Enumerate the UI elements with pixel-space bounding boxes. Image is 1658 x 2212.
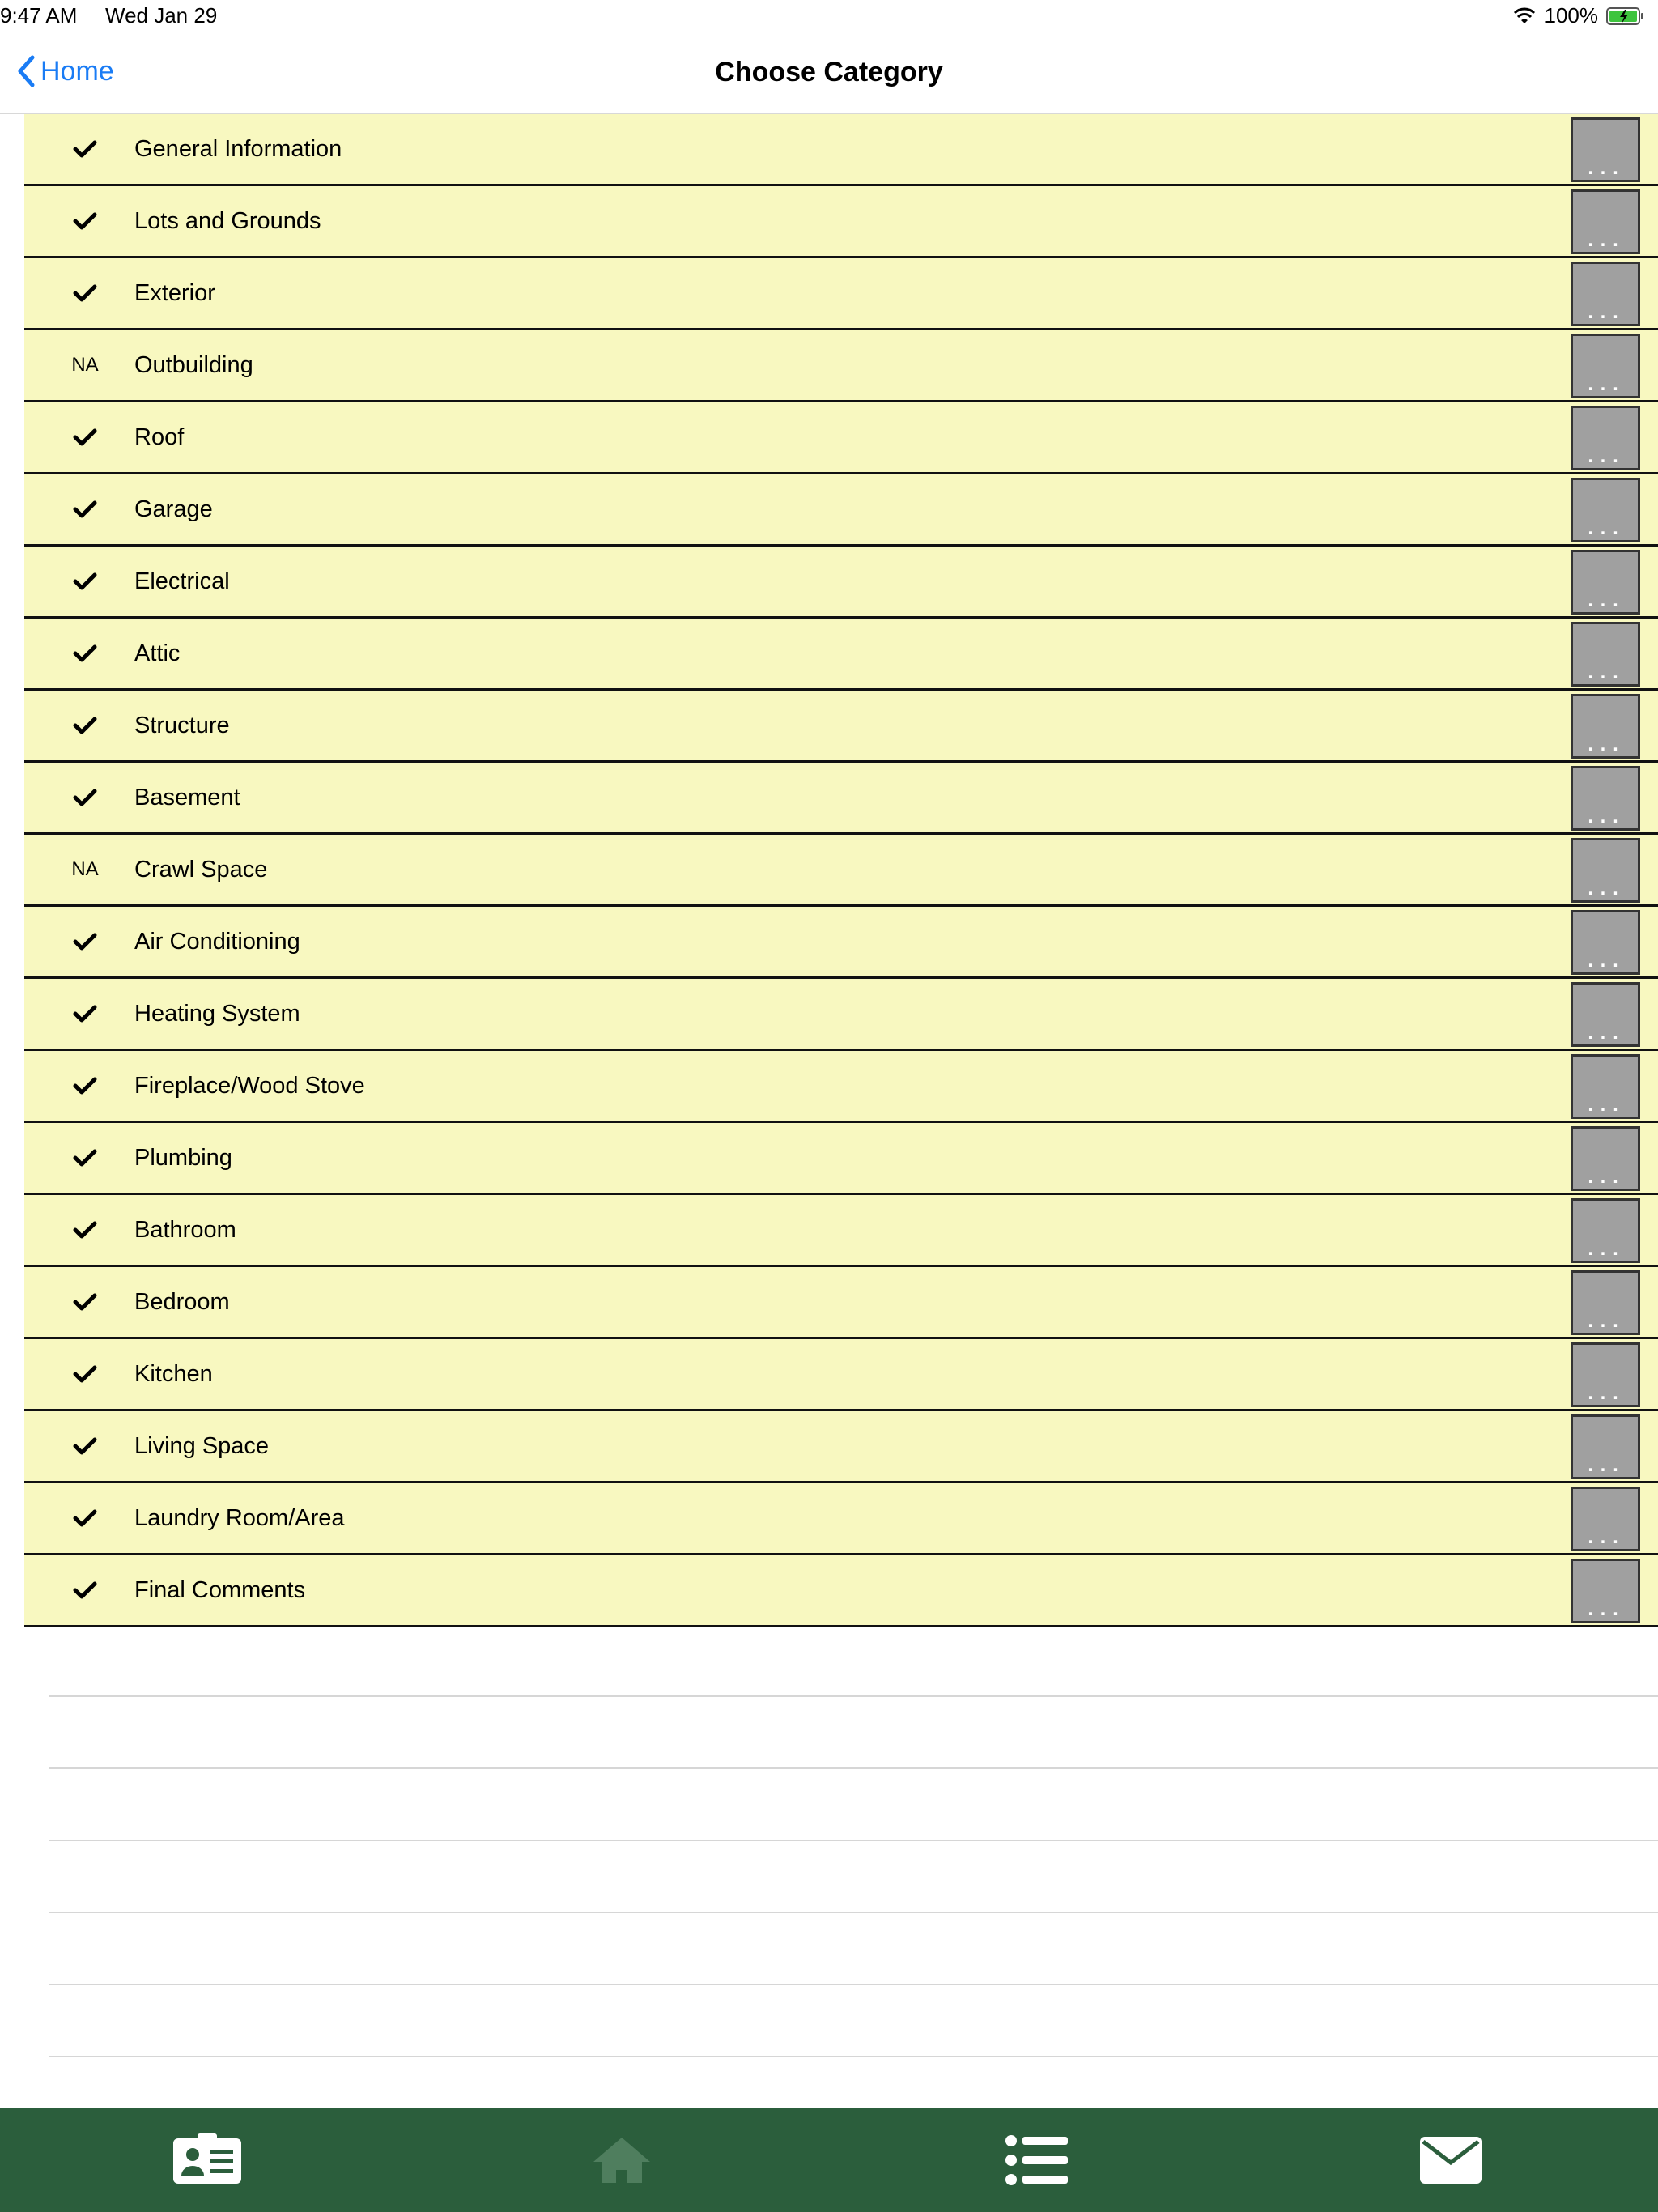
- category-label: Structure: [134, 712, 230, 738]
- checkmark-icon: [57, 763, 113, 832]
- list-icon: [1005, 2134, 1068, 2186]
- category-label: Bedroom: [134, 1288, 230, 1315]
- category-row[interactable]: [24, 1267, 1658, 1339]
- checkmark-icon: [57, 402, 113, 472]
- back-button-label: Home: [40, 55, 114, 87]
- status-right: [1512, 3, 1646, 28]
- more-options-dots: ...: [1586, 1591, 1625, 1622]
- more-options-button[interactable]: [1571, 1054, 1640, 1119]
- category-label: Garage: [134, 496, 213, 522]
- more-options-button[interactable]: [1571, 1270, 1640, 1335]
- checkmark-icon: [57, 258, 113, 328]
- more-options-button[interactable]: [1571, 622, 1640, 687]
- category-label: Bathroom: [134, 1216, 236, 1243]
- category-row[interactable]: [24, 1339, 1658, 1411]
- more-options-dots: ...: [1586, 1231, 1625, 1261]
- category-row[interactable]: [24, 330, 1658, 402]
- more-options-dots: ...: [1586, 1087, 1625, 1117]
- more-options-button[interactable]: [1571, 478, 1640, 542]
- status-na: NA: [71, 354, 99, 376]
- more-options-dots: ...: [1586, 1303, 1625, 1334]
- category-label: Laundry Room/Area: [134, 1504, 345, 1531]
- category-row[interactable]: [24, 186, 1658, 258]
- category-row[interactable]: [24, 763, 1658, 835]
- more-options-button[interactable]: [1571, 838, 1640, 903]
- home-icon: [592, 2136, 652, 2184]
- empty-row: [49, 1625, 1658, 1697]
- more-options-button[interactable]: [1571, 1414, 1640, 1479]
- checkmark-icon: [57, 1123, 113, 1193]
- status-time: 9:47 AM: [0, 3, 78, 28]
- more-options-dots: ...: [1586, 366, 1625, 397]
- category-label: Attic: [134, 640, 181, 666]
- tab-list[interactable]: [829, 2108, 1244, 2212]
- page-title: Choose Category: [715, 57, 943, 87]
- category-row[interactable]: [24, 1195, 1658, 1267]
- empty-rows: [49, 1625, 1658, 2057]
- category-label: Fireplace/Wood Stove: [134, 1072, 365, 1099]
- category-label: Electrical: [134, 568, 230, 594]
- envelope-icon: [1420, 2137, 1482, 2184]
- checkmark-icon: [57, 1411, 113, 1481]
- more-options-dots: ...: [1586, 1159, 1625, 1189]
- more-options-button[interactable]: [1571, 334, 1640, 398]
- checkmark-icon: [57, 1483, 113, 1553]
- category-row[interactable]: [24, 619, 1658, 691]
- contact-card-icon: [173, 2133, 241, 2187]
- category-row[interactable]: [24, 402, 1658, 474]
- more-options-button[interactable]: [1571, 117, 1640, 182]
- category-label: Heating System: [134, 1000, 300, 1027]
- more-options-button[interactable]: [1571, 766, 1640, 831]
- checkmark-icon: [57, 1267, 113, 1337]
- category-row[interactable]: [24, 1483, 1658, 1555]
- category-label: Living Space: [134, 1432, 270, 1459]
- checkmark-icon: [57, 186, 113, 256]
- category-label: Kitchen: [134, 1360, 213, 1387]
- category-row[interactable]: [24, 547, 1658, 619]
- more-options-dots: ...: [1586, 438, 1625, 469]
- category-row[interactable]: [24, 835, 1658, 907]
- category-label: Lots and Grounds: [134, 207, 321, 234]
- more-options-dots: ...: [1586, 654, 1625, 685]
- checkmark-icon: [57, 907, 113, 976]
- more-options-button[interactable]: [1571, 1559, 1640, 1623]
- category-label: General Information: [134, 135, 342, 162]
- more-options-button[interactable]: [1571, 1487, 1640, 1551]
- category-label: Outbuilding: [134, 351, 253, 378]
- category-label: Roof: [134, 423, 185, 450]
- tab-mail[interactable]: [1244, 2108, 1658, 2212]
- checkmark-icon: [57, 1555, 113, 1625]
- checkmark-icon: [57, 474, 113, 544]
- tab-bar: [0, 2108, 1658, 2212]
- tab-home[interactable]: [414, 2108, 829, 2212]
- more-options-dots: ...: [1586, 222, 1625, 253]
- category-row[interactable]: [24, 1411, 1658, 1483]
- more-options-dots: ...: [1586, 582, 1625, 613]
- more-options-dots: ...: [1586, 510, 1625, 541]
- more-options-dots: ...: [1586, 798, 1625, 829]
- more-options-dots: ...: [1586, 1015, 1625, 1045]
- more-options-button[interactable]: [1571, 1126, 1640, 1191]
- checkmark-icon: [57, 979, 113, 1049]
- tab-contact[interactable]: [0, 2108, 414, 2212]
- battery-percent: 100%: [1544, 3, 1598, 28]
- more-options-button[interactable]: [1571, 406, 1640, 470]
- more-options-button[interactable]: [1571, 982, 1640, 1047]
- checkmark-icon: [57, 1195, 113, 1265]
- category-row[interactable]: [24, 114, 1658, 186]
- more-options-dots: ...: [1586, 1447, 1625, 1478]
- more-options-dots: ...: [1586, 150, 1625, 181]
- category-label: Plumbing: [134, 1144, 232, 1171]
- more-options-dots: ...: [1586, 726, 1625, 757]
- category-label: Air Conditioning: [134, 928, 300, 955]
- more-options-dots: ...: [1586, 942, 1625, 973]
- more-options-button[interactable]: [1571, 694, 1640, 759]
- category-row[interactable]: [24, 474, 1658, 547]
- more-options-dots: ...: [1586, 870, 1625, 901]
- more-options-dots: ...: [1586, 1519, 1625, 1550]
- empty-row: [49, 1769, 1658, 1841]
- status-bar: [0, 0, 1658, 32]
- empty-row: [49, 1913, 1658, 1985]
- wifi-icon: [1512, 7, 1537, 25]
- category-row[interactable]: [24, 1051, 1658, 1123]
- category-row[interactable]: [24, 691, 1658, 763]
- checkmark-icon: [57, 1051, 113, 1121]
- more-options-button[interactable]: [1571, 910, 1640, 975]
- empty-row: [49, 1985, 1658, 2057]
- category-row[interactable]: [24, 258, 1658, 330]
- category-label: Exterior: [134, 279, 215, 306]
- category-row[interactable]: [24, 979, 1658, 1051]
- more-options-button[interactable]: [1571, 550, 1640, 615]
- more-options-dots: ...: [1586, 1375, 1625, 1406]
- status-na: NA: [71, 858, 99, 880]
- category-label: Crawl Space: [134, 856, 268, 883]
- more-options-button[interactable]: [1571, 189, 1640, 254]
- battery-charging-icon: [1606, 7, 1645, 25]
- checkmark-icon: [57, 691, 113, 760]
- category-row[interactable]: [24, 1123, 1658, 1195]
- status-date: Wed Jan 29: [105, 3, 218, 28]
- category-label: Basement: [134, 784, 240, 810]
- category-label: Final Comments: [134, 1576, 306, 1603]
- more-options-dots: ...: [1586, 294, 1625, 325]
- empty-row: [49, 1697, 1658, 1769]
- empty-row: [49, 1841, 1658, 1913]
- category-row[interactable]: [24, 1555, 1658, 1627]
- navigation-bar: [0, 32, 1658, 113]
- checkmark-icon: [57, 547, 113, 616]
- more-options-button[interactable]: [1571, 1198, 1640, 1263]
- checkmark-icon: [57, 1339, 113, 1409]
- checkmark-icon: [57, 114, 113, 184]
- category-list: [24, 114, 1658, 1627]
- category-row[interactable]: [24, 907, 1658, 979]
- more-options-button[interactable]: [1571, 1342, 1640, 1407]
- more-options-button[interactable]: [1571, 262, 1640, 326]
- checkmark-icon: [57, 619, 113, 688]
